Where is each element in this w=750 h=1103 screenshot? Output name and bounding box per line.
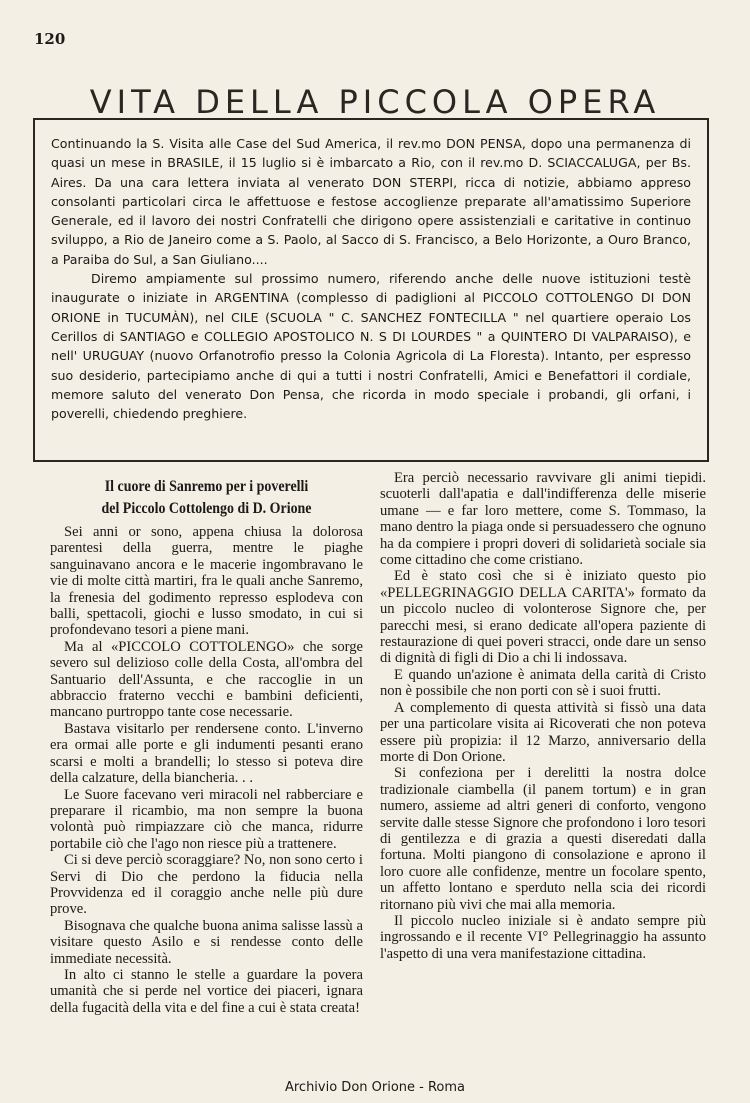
article-left-column	[50, 470, 363, 1016]
article-right-column	[380, 470, 706, 962]
article-title-line: del Piccolo Cottolengo di D. Orione	[101, 500, 312, 517]
article-paragraph: Ed è stato così che si è iniziato questo pio «PELLEGRINAGGIO DELLA CARITA'» formato da un piccolo nucleo di volonterose Signore che, per parecchi mesi, si erano dedicate all'opera paziente di restaurazione di quei poveri stracci, onde dare un senso di dignità di figli di Dio a chi li indossava.	[380, 568, 706, 667]
archive-footer: Archivio Don Orione - Roma	[284, 1080, 466, 1095]
article-paragraph: Ci si deve perciò scoraggiare? No, non sono certo i Servi di Dio che perdono la fiducia nella Provvidenza ed il coraggio anche nelle più dure prove.	[50, 852, 363, 918]
article-paragraph: Bisognava che qualche buona anima salisse lassù a visitare questo Asilo e si rendesse conto delle immediate necessità.	[50, 917, 363, 967]
article-paragraph: In alto ci stanno le stelle a guardare la povera umanità che si perde nel vortice dei piaceri, ignara della fugacità della vita e del fine a cui è stata creata!	[50, 966, 363, 1016]
intro-paragraph: Continuando la S. Visita alle Case del Sud America, il rev.mo DON PENSA, dopo una permanenza di quasi un mese in BRASILE, il 15 luglio si è imbarcato a Rio, con il rev.mo D. SCIACCALUGA, per Bs. Aires. Da una cara lettera inviata al venerato DON STERPI, ricca di notizie, abbiamo appreso consolanti particolari circa le affettuose e festose accoglienze preparate all'amatissimo Superiore Generale, ed il lavoro dei nostri Confratelli che dirigono opere assistenziali e caritative in continuo sviluppo, a Rio de Janeiro come a S. Paolo, al Sacco di S. Francisco, a Belo Horizonte, a Ouro Branco, a Paraiba do Sul, a San Giuliano....	[51, 136, 691, 267]
article-paragraph: Il piccolo nucleo iniziale si è andato sempre più ingrossando e il recente VI° Pellegrinaggio ha assunto l'aspetto di una vera manifestazione cittadina.	[380, 912, 706, 962]
article-paragraph: Bastava visitarlo per rendersene conto. L'inverno era ormai alle porte e gli indumenti pesanti erano scarsi e molti a brandelli; lo stesso si poteva dire della calzature, della biancheria. . .	[50, 720, 363, 787]
article-paragraph: Era perciò necessario ravvivare gli animi tiepidi. scuoterli dall'apatia e dall'indifferenza delle miserie umane — e far loro mettere, come S. Tommaso, la mano dentro la piaga onde si persuadessero che ognuno ha da compiere i propri doveri di solidarietà sociale sia come cittadino che come cristiano.	[380, 470, 706, 569]
article-paragraph: Ma al «PICCOLO COTTOLENGO» che sorge severo sul delizioso colle della Costa, all'ombra del Santuario dell'Assunta, e che raccoglie in un abbraccio fraterno vecchi e bambini deficienti, mancano purtroppo tante cose necessarie.	[50, 638, 363, 721]
article-paragraph: A complemento di questa attività si fissò una data per una particolare visita ai Ricoverati che non poteva essere più propizia: il 12 Marzo, anniversario della morte di Don Orione.	[380, 699, 706, 765]
article-paragraph: E quando un'azione è animata della carità di Cristo non è possibile che non porti con sè i suoi frutti.	[380, 666, 706, 700]
page-number: 120	[34, 30, 66, 48]
article-title	[66, 476, 348, 520]
article-paragraph: Le Suore facevano veri miracoli nel rabberciare e preparare il ricambio, ma non sempre la buona volontà può rimpiazzare ciò che manca, ridurre portabile ciò che l'ago non riesce più a trattenere.	[50, 786, 363, 852]
article-title-line: Il cuore di Sanremo per i poverelli	[104, 478, 309, 495]
article-paragraph: Si confeziona per i derelitti la nostra dolce tradizionale ciambella (il panem tortum) e in gran numero, assieme ad altri generi di conforto, vengono servite dalle stesse Signore che profondono i loro tesori di gentilezza e di grazia a questi diseredati dalla fortuna. Molti piangono di consolazione e aprono il loro cuore alle confidenze, mentre un focolare spento, un affetto lontano e sperduto nella scia dei ricordi ritornano più vivi che mai alla memoria.	[380, 765, 706, 913]
page-title: VITA DELLA PICCOLA OPERA	[89, 83, 661, 122]
intro-paragraph: Diremo ampiamente sul prossimo numero, riferendo anche delle nuove istituzioni testè inaugurate o iniziate in ARGENTINA (complesso di padiglioni al PICCOLO COTTOLENGO DI DON ORIONE in TUCUMÀN), nel CILE (SCUOLA " C. SANCHEZ FONTECILLA " nel quartiere operaio Los Cerillos di SANTIAGO e COLLEGIO APOSTOLICO N. S DI LOURDES " a QUINTERO DI VALPARAISO), e nell' URUGUAY (nuovo Orfanotrofio presso la Colonia Agricola di La Floresta). Intanto, per espresso suo desiderio, partecipiamo anche di qui a tutti i nostri Confratelli, Amici e Benefattori il cordiale, memore saluto del venerato Don Pensa, che ricorda in modo speciale i probandi, gli orfani, i poverelli, chiedendo preghiere.	[51, 271, 691, 422]
intro-box	[33, 118, 709, 462]
article-paragraph: Sei anni or sono, appena chiusa la dolorosa parentesi della guerra, mentre le piaghe sanguinavano ancora e le macerie ingombravano le vie di molte città martiri, fra le quali anche Sanremo, la frenesia del godimento represso esplodeva con balli, spettacoli, giochi e lusso smodato, in cui si profondevano tesori a piene mani.	[50, 524, 363, 639]
